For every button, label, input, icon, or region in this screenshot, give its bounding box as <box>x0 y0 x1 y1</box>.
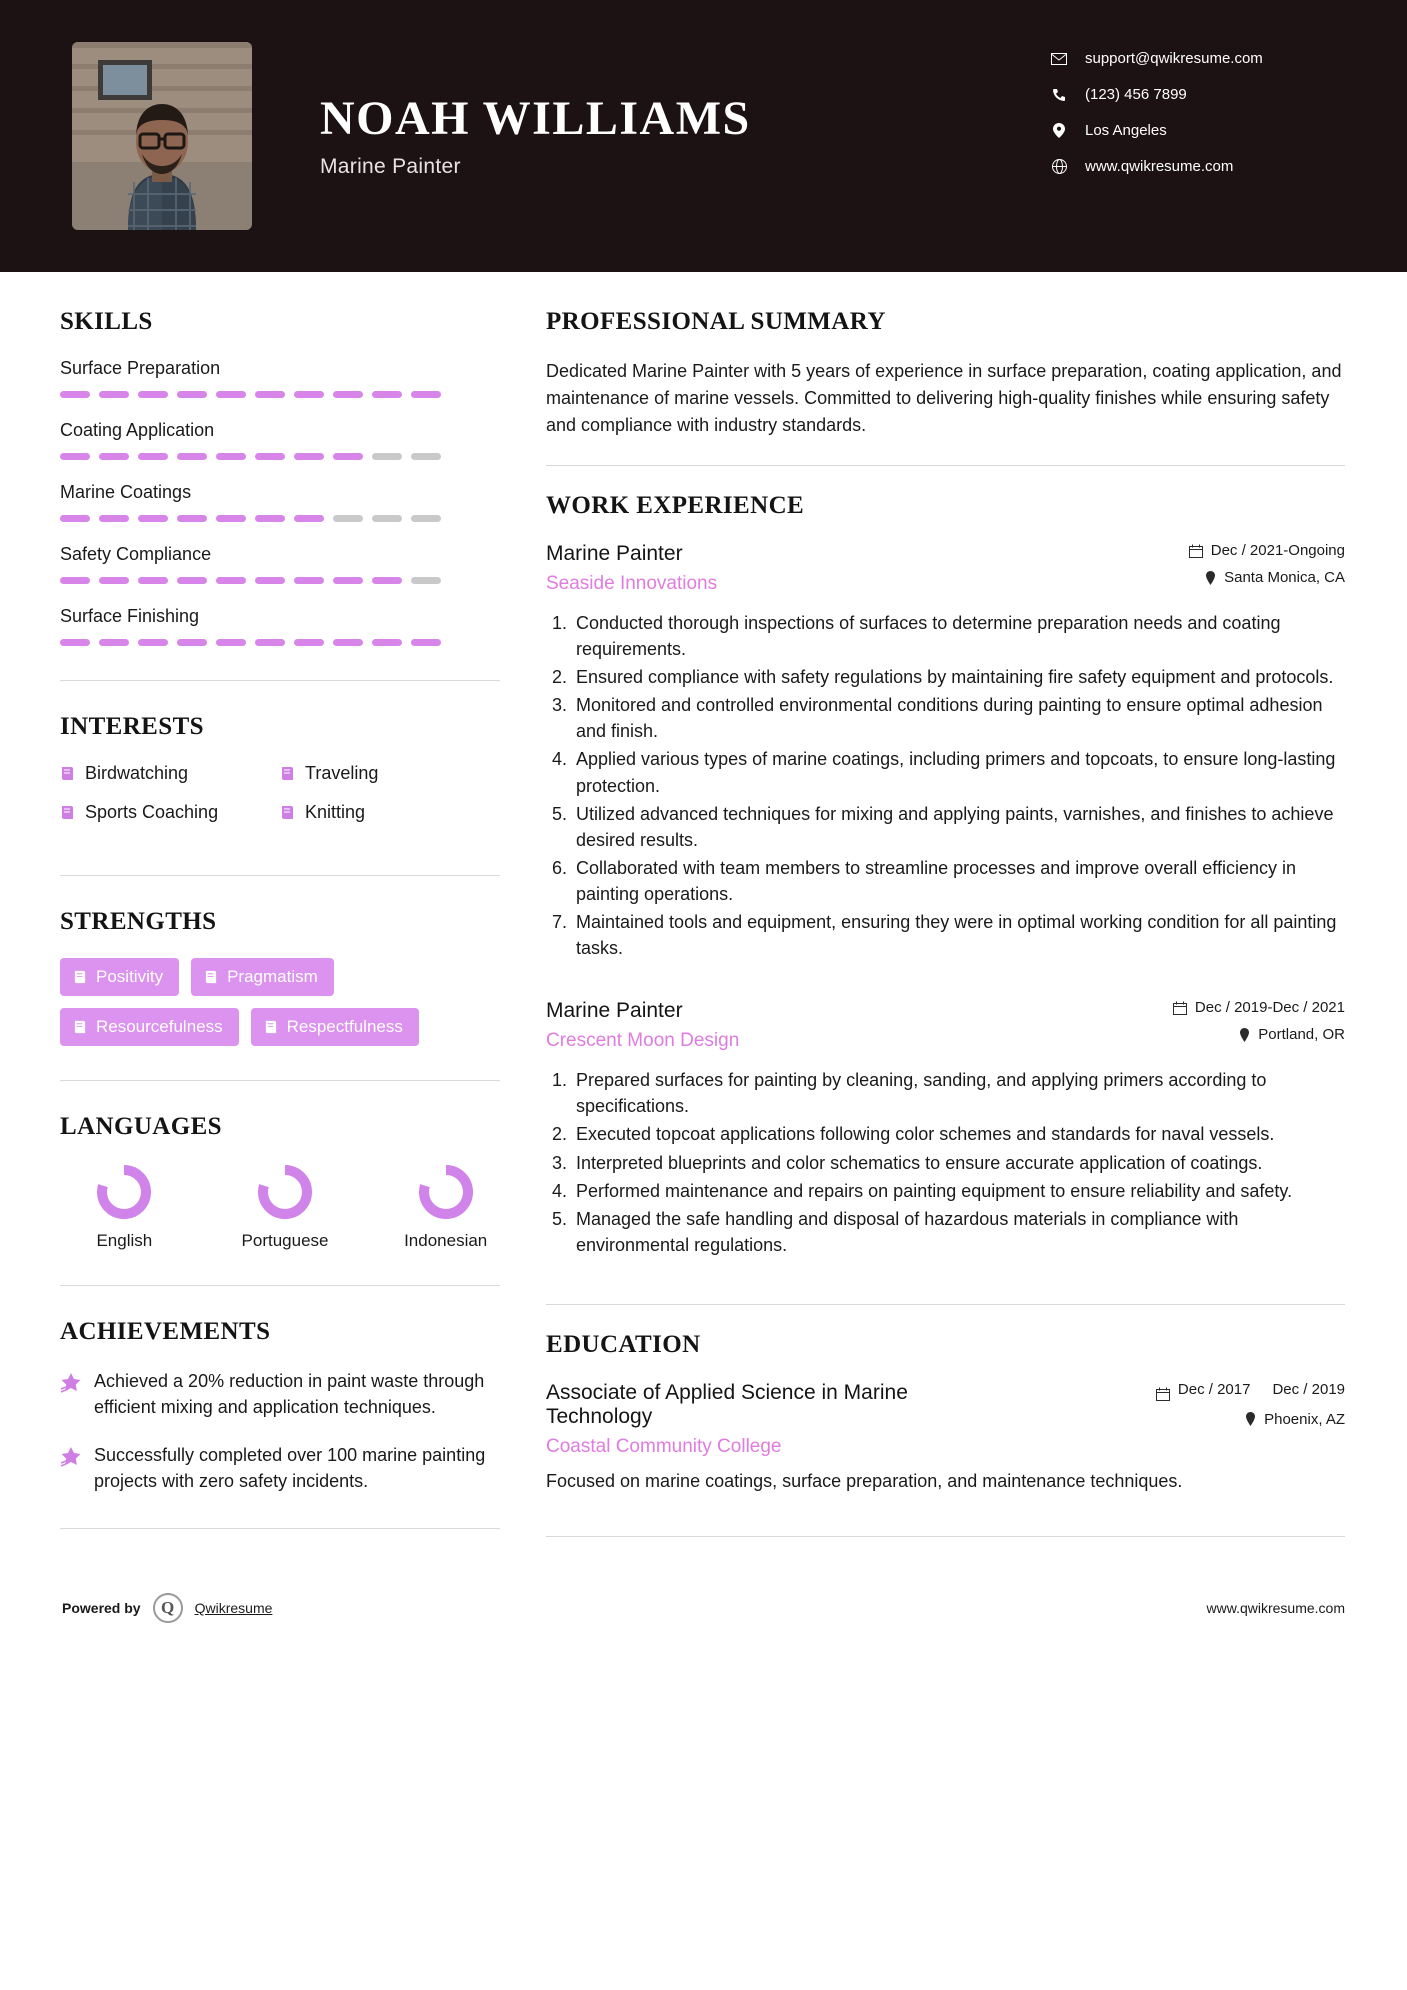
qwikresume-link[interactable]: Qwikresume <box>194 1599 273 1616</box>
divider <box>546 465 1345 466</box>
powered-by <box>62 1593 272 1623</box>
achievements-section <box>60 1318 500 1494</box>
footer-site: www.qwikresume.com <box>1206 1599 1345 1616</box>
interest-label: Traveling <box>305 763 379 783</box>
calendar-icon <box>1156 1387 1170 1401</box>
strength-chip <box>60 1008 239 1046</box>
divider <box>546 1536 1345 1537</box>
skill-rating <box>60 391 500 398</box>
strength-label: Respectfulness <box>286 1017 403 1036</box>
divider <box>60 1285 500 1286</box>
resume-body <box>0 272 1407 1563</box>
job-duties <box>546 610 1345 961</box>
divider <box>546 1304 1345 1305</box>
languages-section <box>60 1113 500 1251</box>
job-location <box>1135 1026 1345 1043</box>
phone-icon <box>1047 88 1071 102</box>
strength-chip <box>191 958 334 996</box>
skill-item <box>60 482 500 522</box>
experience-section <box>546 492 1345 1258</box>
language-item <box>391 1163 500 1251</box>
interest-item <box>280 763 500 784</box>
job-role: Marine Painter <box>546 542 683 565</box>
duty-item: 1. Conducted thorough inspections of surfaces to determine preparation needs and coating requirements. <box>572 610 1345 662</box>
contact-email[interactable] <box>1047 50 1347 67</box>
strength-chip <box>251 1008 419 1046</box>
contact-location[interactable] <box>1047 122 1347 139</box>
header-job-title: Marine Painter <box>320 155 461 179</box>
mail-icon <box>1047 53 1071 65</box>
book-icon <box>280 805 295 820</box>
main-content <box>546 308 1345 1563</box>
interest-item <box>60 763 280 784</box>
book-icon <box>280 766 295 781</box>
page-title: NOAH WILLIAMS <box>320 91 751 145</box>
summary-section <box>546 308 1345 439</box>
divider <box>60 1528 500 1529</box>
contact-phone[interactable] <box>1047 86 1347 103</box>
duty-item: 5. Utilized advanced techniques for mixing and applying paints, varnishes, and finishes to achieve desired results. <box>572 801 1345 853</box>
pin-icon <box>1239 1028 1250 1042</box>
resume-header <box>0 0 1407 272</box>
education-description: Focused on marine coatings, surface preparation, and maintenance techniques. <box>546 1470 1183 1491</box>
job-location <box>1135 569 1345 586</box>
skill-name: Surface Finishing <box>60 606 200 626</box>
job-dates <box>1135 542 1345 559</box>
language-item <box>70 1163 179 1251</box>
job-dates <box>1135 999 1345 1016</box>
strength-label: Positivity <box>96 967 164 986</box>
skill-item <box>60 358 500 398</box>
achievements-title: ACHIEVEMENTS <box>60 1317 271 1345</box>
progress-ring <box>391 1163 500 1221</box>
pin-icon <box>1205 571 1216 585</box>
skills-title: SKILLS <box>60 308 153 335</box>
qwikresume-logo-icon <box>153 1593 183 1623</box>
job-location-value: Portland, OR <box>1258 1026 1345 1044</box>
star-icon <box>60 1446 82 1494</box>
job-company: Crescent Moon Design <box>546 1030 740 1052</box>
contact-location-value: Los Angeles <box>1085 122 1167 139</box>
summary-title: PROFESSIONAL SUMMARY <box>546 308 886 335</box>
star-icon <box>60 1372 82 1420</box>
interest-label: Sports Coaching <box>85 802 219 822</box>
interests-title: INTERESTS <box>60 713 204 740</box>
skill-name: Coating Application <box>60 420 215 440</box>
strength-label: Pragmatism <box>227 967 318 986</box>
experience-title: WORK EXPERIENCE <box>546 492 805 519</box>
duty-item: 7. Maintained tools and equipment, ensuring they were in optimal working condition for all painting tasks. <box>572 909 1345 961</box>
education-title: EDUCATION <box>546 1330 701 1358</box>
calendar-icon <box>1189 544 1203 558</box>
achievement-text: Achieved a 20% reduction in paint waste through efficient mixing and application techniques. <box>94 1370 485 1417</box>
book-icon <box>60 766 75 781</box>
book-icon <box>73 970 87 984</box>
job-entry <box>546 542 1345 961</box>
achievement-item <box>60 1368 500 1420</box>
book-icon <box>73 1020 87 1034</box>
education-location-value: Phoenix, AZ <box>1264 1410 1345 1428</box>
book-icon <box>60 805 75 820</box>
contact-email-value: support@qwikresume.com <box>1085 50 1263 67</box>
sidebar <box>60 308 500 1563</box>
divider <box>60 875 500 876</box>
education-end: Dec / 2019 <box>1272 1380 1345 1398</box>
job-location-value: Santa Monica, CA <box>1224 569 1345 586</box>
languages-title: LANGUAGES <box>60 1113 222 1140</box>
interest-label: Knitting <box>305 802 366 822</box>
duty-item: 2. Ensured compliance with safety regulations by maintaining fire safety equipment and protocols. <box>572 664 1345 690</box>
location-icon <box>1047 123 1071 138</box>
duty-item: 1. Prepared surfaces for painting by cleaning, sanding, and applying primers according to specifications. <box>572 1067 1345 1119</box>
education-entry <box>546 1381 1345 1494</box>
job-duties <box>546 1067 1345 1258</box>
page-footer <box>0 1593 1407 1623</box>
skill-item <box>60 606 500 646</box>
contact-website-value: www.qwikresume.com <box>1085 158 1234 175</box>
skill-rating <box>60 577 500 584</box>
divider <box>60 680 500 681</box>
interest-label: Birdwatching <box>85 763 189 783</box>
skill-name: Safety Compliance <box>60 544 212 564</box>
summary-text: Dedicated Marine Painter with 5 years of experience in surface preparation, coating application, and maintenance of marine vessels. Committed to delivering high-quality finishes while ensuring safety and compliance with industry standards. <box>546 361 1342 435</box>
education-section <box>546 1331 1345 1494</box>
skill-item <box>60 420 500 460</box>
contact-website[interactable] <box>1047 158 1347 175</box>
skill-rating <box>60 639 500 646</box>
education-dates <box>1135 1381 1345 1401</box>
job-company: Seaside Innovations <box>546 573 718 594</box>
duty-item: 3. Monitored and controlled environmental conditions during painting to ensure optimal adhesion and finish. <box>572 692 1345 744</box>
calendar-icon <box>1173 1001 1187 1015</box>
job-role: Marine Painter <box>546 999 683 1023</box>
avatar <box>72 42 252 230</box>
education-start: Dec / 2017 <box>1177 1380 1251 1398</box>
duty-item: 5. Managed the safe handling and disposal of hazardous materials in compliance with environmental regulations. <box>572 1206 1345 1258</box>
achievement-item <box>60 1442 500 1494</box>
skills-section <box>60 308 500 646</box>
strength-chip <box>60 958 179 996</box>
skill-name: Surface Preparation <box>60 358 221 378</box>
job-dates-value: Dec / 2019-Dec / 2021 <box>1194 999 1345 1017</box>
duty-item: 4. Applied various types of marine coatings, including primers and topcoats, to ensure long-lasting protection. <box>572 746 1345 798</box>
language-label: Indonesian <box>404 1231 488 1250</box>
achievement-text: Successfully completed over 100 marine painting projects with zero safety incidents. <box>94 1444 486 1491</box>
globe-icon <box>1047 159 1071 174</box>
duty-item: 6. Collaborated with team members to streamline processes and improve overall efficiency in painting operations. <box>572 855 1345 907</box>
progress-ring <box>70 1163 179 1221</box>
strength-label: Resourcefulness <box>96 1017 223 1036</box>
contact-list <box>1047 50 1347 194</box>
strengths-title: STRENGTHS <box>60 908 217 935</box>
duty-item: 3. Interpreted blueprints and color schematics to ensure accurate application of coatings. <box>572 1150 1345 1176</box>
job-dates-value: Dec / 2021-Ongoing <box>1210 542 1345 559</box>
book-icon <box>264 1020 278 1034</box>
logo-letter: Q <box>160 1597 175 1617</box>
interest-item <box>60 802 280 823</box>
name-block <box>320 93 1047 180</box>
education-degree: Associate of Applied Science in Marine Technology <box>546 1380 908 1428</box>
skill-rating <box>60 453 500 460</box>
language-label: English <box>96 1231 153 1250</box>
interest-item <box>280 802 500 823</box>
pin-icon <box>1245 1412 1256 1426</box>
book-icon <box>204 970 218 984</box>
language-item <box>231 1163 340 1251</box>
skill-rating <box>60 515 500 522</box>
duty-item: 4. Performed maintenance and repairs on painting equipment to ensure reliability and safety. <box>572 1178 1345 1204</box>
strengths-section <box>60 908 500 1046</box>
divider <box>60 1080 500 1081</box>
skill-item <box>60 544 500 584</box>
interests-section <box>60 713 500 841</box>
contact-phone-value: (123) 456 7899 <box>1085 86 1187 103</box>
skill-name: Marine Coatings <box>60 482 192 502</box>
job-entry <box>546 999 1345 1258</box>
language-label: Portuguese <box>241 1231 329 1250</box>
education-school: Coastal Community College <box>546 1435 782 1457</box>
powered-by-label: Powered by <box>62 1599 141 1616</box>
education-location <box>1135 1411 1345 1428</box>
progress-ring <box>231 1163 340 1221</box>
duty-item: 2. Executed topcoat applications following color schemes and standards for naval vessels. <box>572 1121 1345 1147</box>
